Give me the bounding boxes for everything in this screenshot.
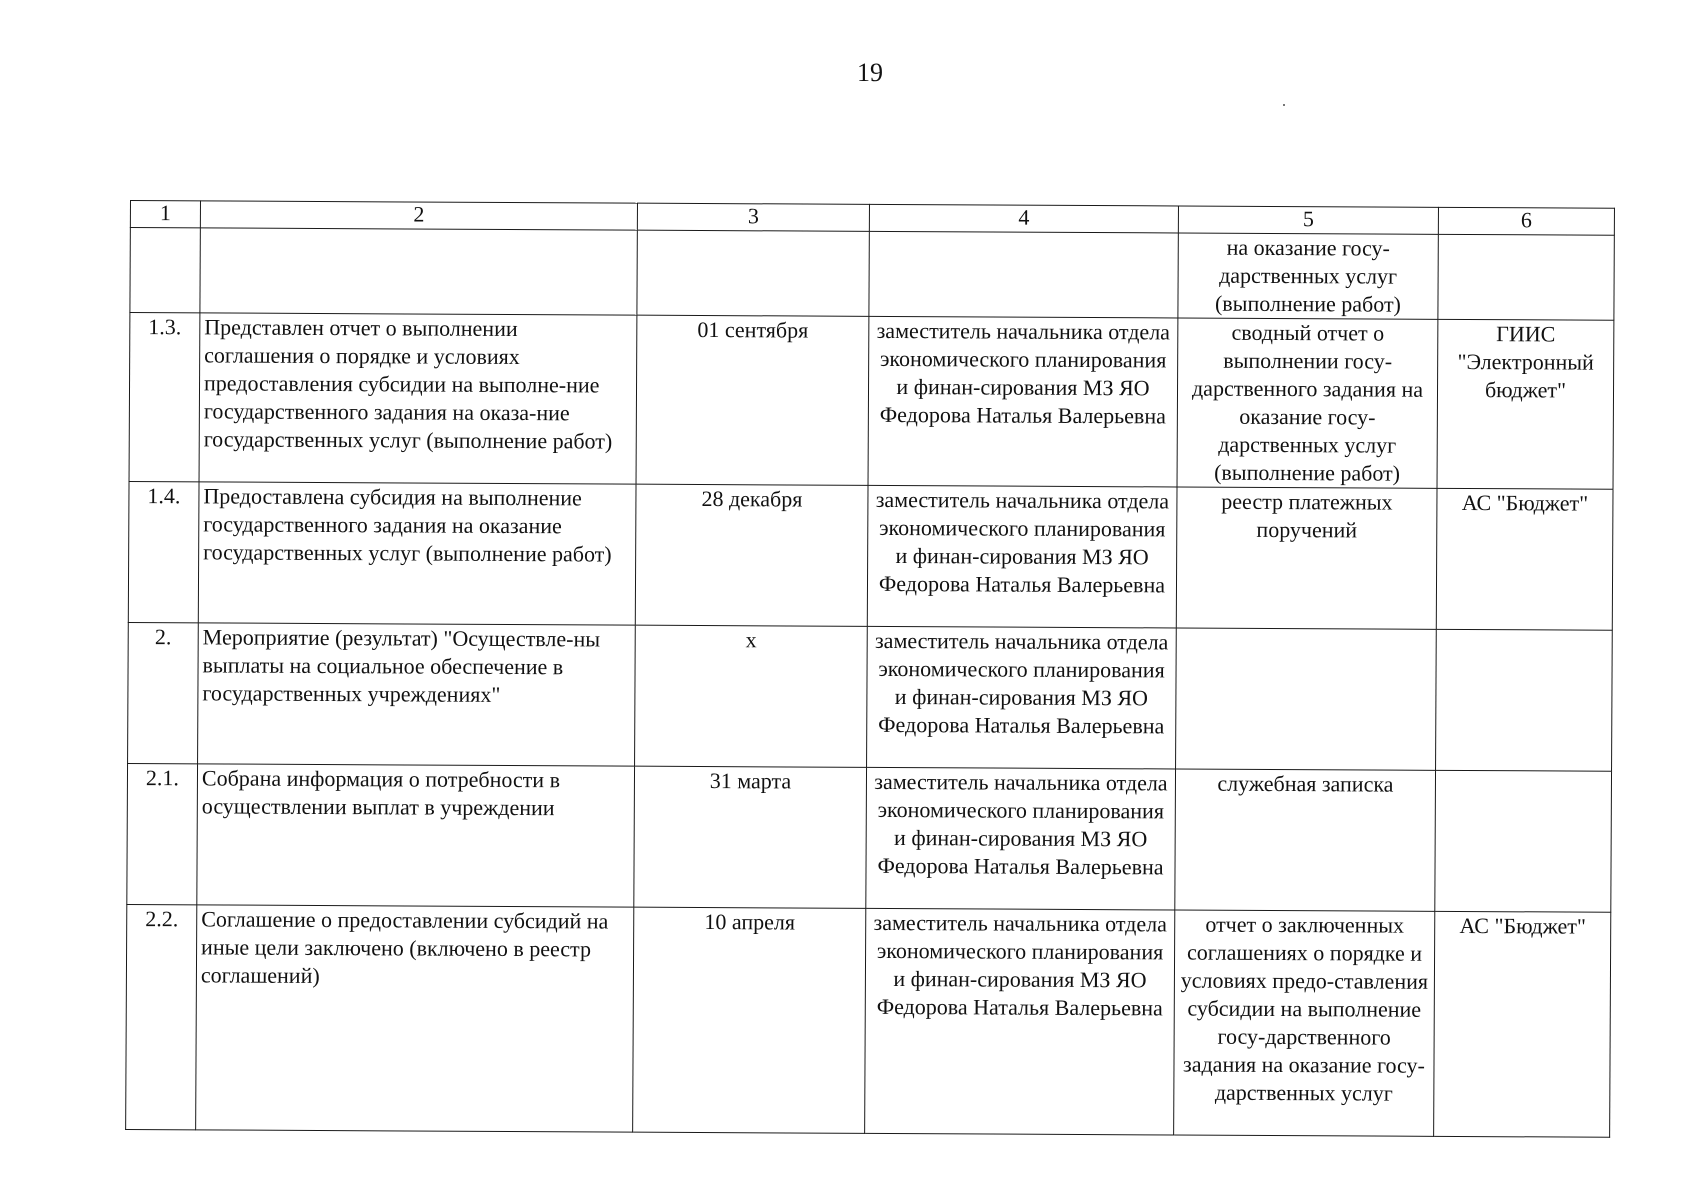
row-number: 2.1. xyxy=(127,763,198,904)
table-row xyxy=(127,763,1612,912)
row-description: Предоставлена субсидия на выполнение государственного задания на оказание государственных услуг (выполнение работ) xyxy=(198,482,636,625)
row-document: служебная записка xyxy=(1175,769,1436,911)
row-system xyxy=(1436,629,1613,771)
row-description: Собрана информация о потребности в осуществлении выплат в учреждении xyxy=(197,764,635,907)
row-responsible: заместитель начальника отдела экономического планирования и финан-сирования МЗ ЯО Федорова Наталья Валерьевна xyxy=(866,767,1176,910)
row-document: сводный отчет о выполнении госу-дарственного задания на оказание госу-дарственных услуг (выполнение работ) xyxy=(1177,318,1438,488)
row-responsible: заместитель начальника отдела экономического планирования и финан-сирования МЗ ЯО Федорова Наталья Валерьевна xyxy=(867,626,1177,769)
row-system xyxy=(1435,770,1612,912)
row-document: отчет о заключенных соглашениях о порядке и условиях предо-ставления субсидии на выполнение госу-дарственного задания на оказание госу-дарственных услуг xyxy=(1174,910,1435,1136)
row-responsible xyxy=(869,231,1178,318)
row-responsible: заместитель начальника отдела экономического планирования и финан-сирования МЗ ЯО Федорова Наталья Валерьевна xyxy=(867,485,1177,628)
row-system: АС "Бюджет" xyxy=(1436,488,1613,630)
row-document: реестр платежных поручений xyxy=(1176,487,1437,629)
page-number: 19 xyxy=(857,58,883,87)
table-row xyxy=(129,313,1614,490)
row-number: 1.4. xyxy=(128,481,199,622)
row-description: Мероприятие (результат) "Осуществле-ны выплаты на социальное обеспечение в государственных учреждениях" xyxy=(198,623,636,766)
row-date xyxy=(637,230,869,316)
row-system: ГИИС "Электронный бюджет" xyxy=(1437,319,1614,489)
row-system: АС "Бюджет" xyxy=(1434,911,1611,1137)
header-col-4: 4 xyxy=(869,204,1178,233)
row-document: на оказание госу- дарственных услуг (выполнение работ) xyxy=(1178,233,1438,319)
table-row xyxy=(128,622,1613,771)
scan-artifact xyxy=(1283,104,1285,106)
row-system xyxy=(1438,234,1614,320)
row-responsible: заместитель начальника отдела экономического планирования и финан-сирования МЗ ЯО Федорова Наталья Валерьевна xyxy=(865,908,1175,1135)
table-row xyxy=(130,228,1614,321)
header-col-6: 6 xyxy=(1438,207,1614,235)
row-date: 10 апреля xyxy=(633,907,866,1133)
row-document xyxy=(1176,628,1437,770)
header-col-5: 5 xyxy=(1178,206,1438,234)
row-date: 01 сентября xyxy=(636,315,869,485)
row-number: 1.3. xyxy=(129,313,200,482)
table-row xyxy=(126,904,1611,1137)
row-description: Представлен отчет о выполнении соглашения о порядке и условиях предоставления субсидии на выполне-ние государственного задания на оказа-ние государственных услуг (выполнение работ) xyxy=(199,313,637,484)
row-date: 31 марта xyxy=(634,766,867,908)
header-col-3: 3 xyxy=(637,203,869,231)
row-date: х xyxy=(635,625,868,767)
row-date: 28 декабря xyxy=(635,484,868,626)
plan-table xyxy=(125,200,1615,1138)
row-description: Соглашение о предоставлении субсидий на иные цели заключено (включено в реестр соглашений) xyxy=(196,905,634,1132)
row-number xyxy=(130,228,200,313)
row-description xyxy=(200,228,637,315)
header-col-1: 1 xyxy=(130,201,200,228)
table-row xyxy=(128,481,1613,630)
row-responsible: заместитель начальника отдела экономического планирования и финан-сирования МЗ ЯО Федорова Наталья Валерьевна xyxy=(868,316,1178,487)
row-number: 2.2. xyxy=(126,904,197,1129)
header-col-2: 2 xyxy=(200,201,637,230)
row-number: 2. xyxy=(128,622,199,763)
